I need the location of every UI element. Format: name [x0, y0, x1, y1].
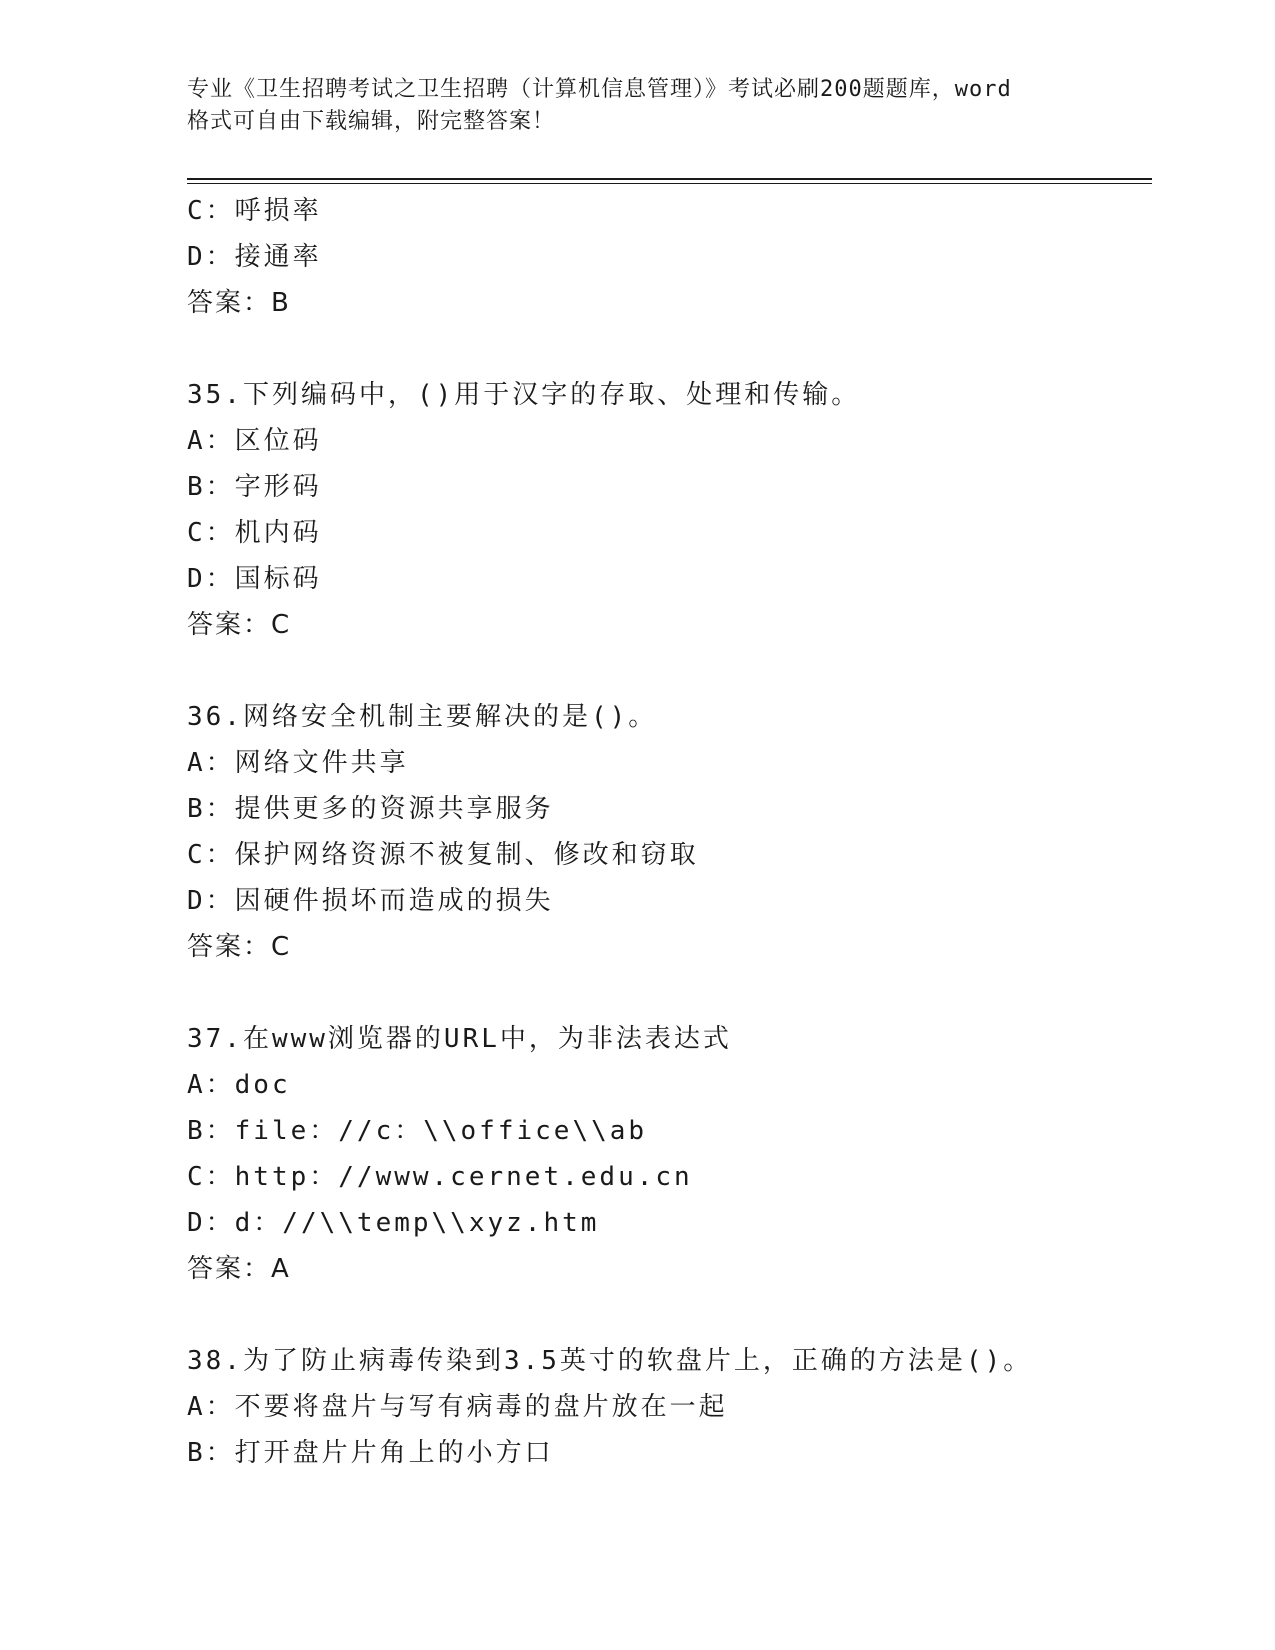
option-a: A：doc	[187, 1070, 291, 1100]
option-b: B：提供更多的资源共享服务	[187, 794, 554, 824]
answer-line: 答案：C	[187, 932, 292, 962]
question-block-36	[187, 694, 1147, 970]
option-d: D：d：//\\temp\\xyz.htm	[187, 1208, 600, 1238]
header-line-2: 格式可自由下载编辑，附完整答案！	[187, 109, 556, 134]
option-c: C：保护网络资源不被复制、修改和窃取	[187, 840, 699, 870]
option-d: D：国标码	[187, 564, 322, 594]
question-text: 35.下列编码中，()用于汉字的存取、处理和传输。	[187, 380, 861, 410]
question-text: 36.网络安全机制主要解决的是()。	[187, 702, 658, 732]
question-block-35	[187, 372, 1147, 648]
option-b: B：file：//c：\\office\\ab	[187, 1116, 648, 1146]
document-header	[187, 74, 1087, 138]
option-b: B：字形码	[187, 472, 322, 502]
option-c: C：机内码	[187, 518, 322, 548]
question-text: 37.在www浏览器的URL中，为非法表达式	[187, 1024, 732, 1054]
option-a: A：不要将盘片与写有病毒的盘片放在一起	[187, 1392, 728, 1422]
header-divider-thin	[187, 183, 1152, 184]
question-list	[187, 188, 1147, 1476]
option-c: C：http：//www.cernet.edu.cn	[187, 1162, 693, 1192]
question-block-34	[187, 188, 1147, 326]
spacer	[187, 326, 1147, 372]
option-d: D：因硬件损坏而造成的损失	[187, 886, 554, 916]
question-text: 38.为了防止病毒传染到3.5英寸的软盘片上，正确的方法是()。	[187, 1346, 1033, 1376]
question-block-37	[187, 1016, 1147, 1292]
answer-line: 答案：C	[187, 610, 292, 640]
spacer	[187, 1292, 1147, 1338]
option-b: B：打开盘片片角上的小方口	[187, 1438, 554, 1468]
option-a: A：网络文件共享	[187, 748, 409, 778]
spacer	[187, 970, 1147, 1016]
option-d: D：接通率	[187, 242, 322, 272]
header-divider-thick	[187, 178, 1152, 180]
option-c: C：呼损率	[187, 196, 322, 226]
question-block-38	[187, 1338, 1147, 1476]
header-line-1: 专业《卫生招聘考试之卫生招聘（计算机信息管理）》考试必刷200题题库，word	[187, 77, 1012, 102]
answer-line: 答案：B	[187, 288, 291, 318]
answer-line: 答案：A	[187, 1254, 291, 1284]
spacer	[187, 648, 1147, 694]
option-a: A：区位码	[187, 426, 322, 456]
